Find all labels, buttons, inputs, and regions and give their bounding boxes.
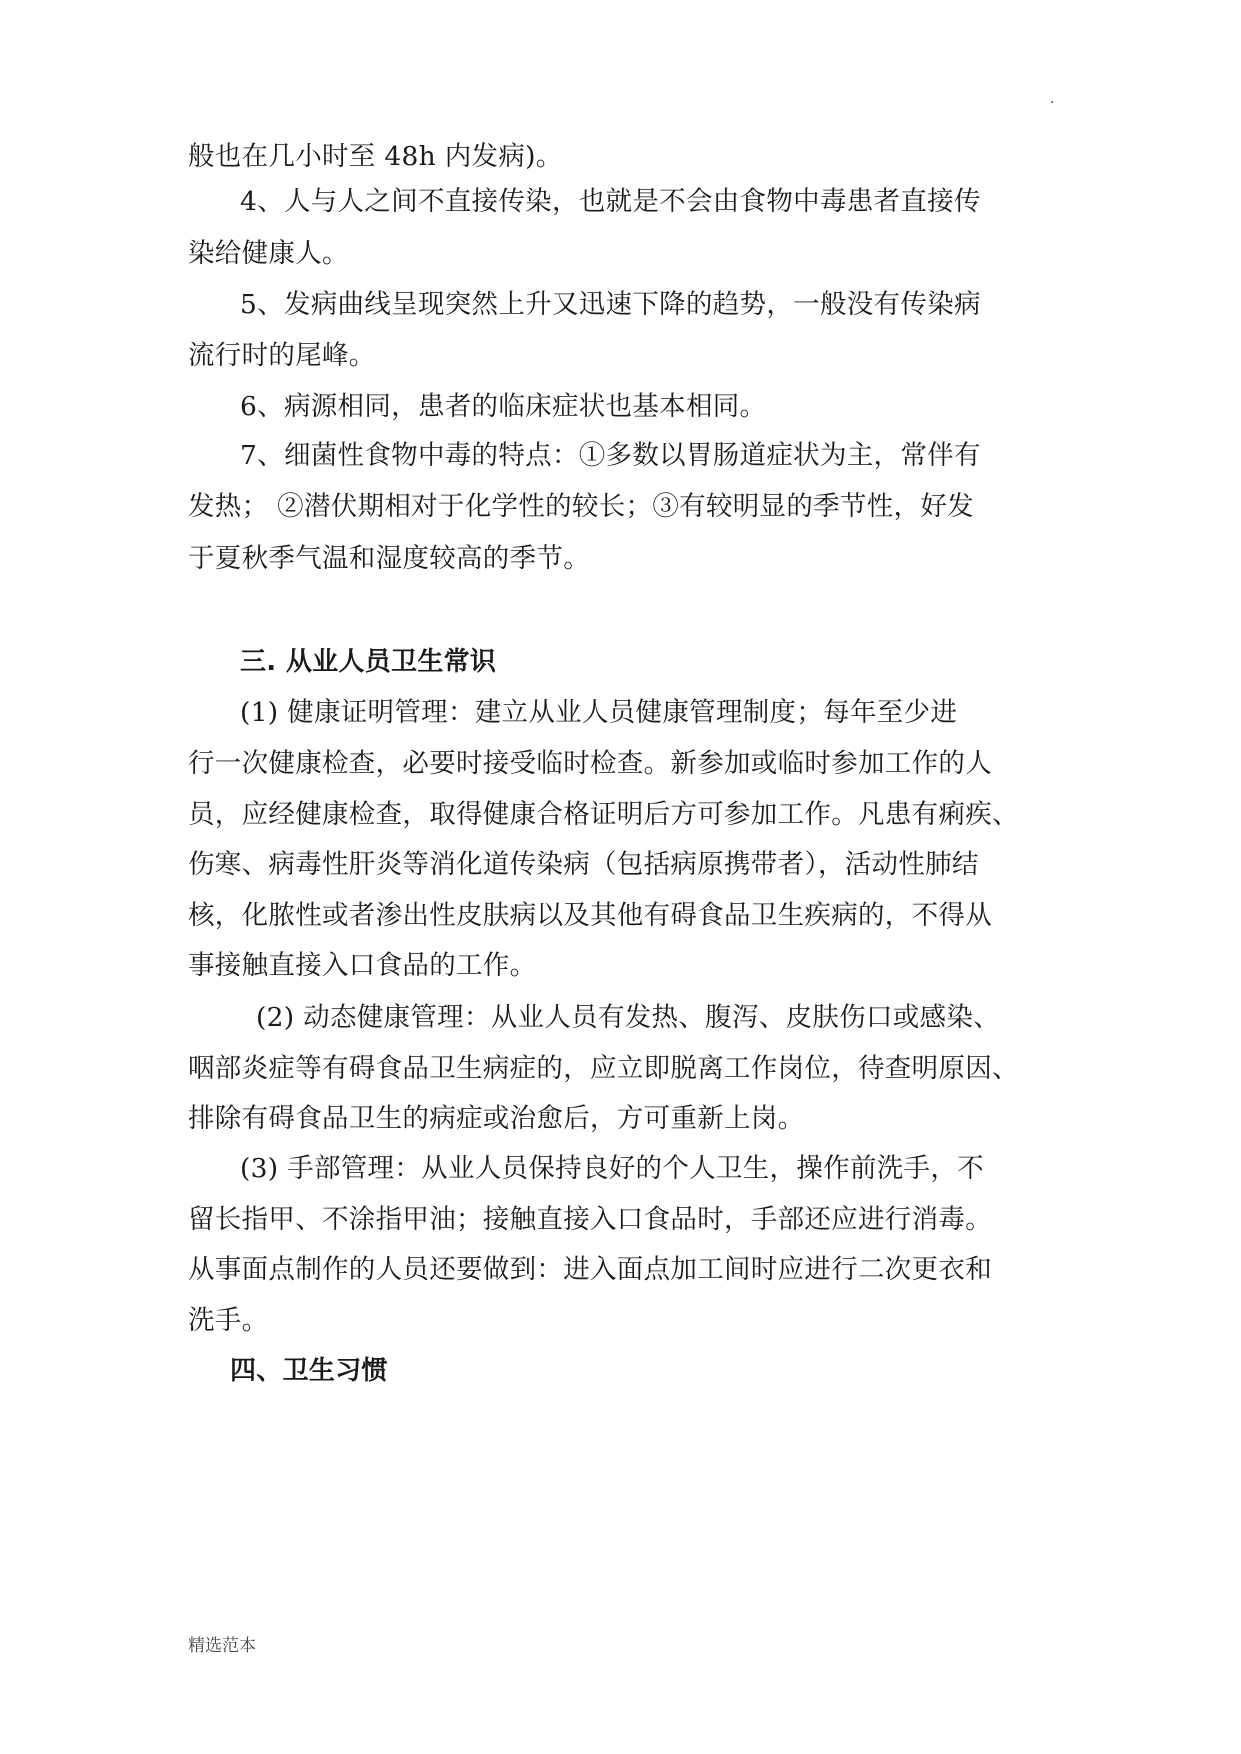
paragraph-line: 5、发病曲线呈现突然上升又迅速下降的趋势，一般没有传染病 bbox=[240, 289, 981, 320]
paragraph-line: 6、病源相同，患者的临床症状也基本相同。 bbox=[240, 391, 767, 422]
paragraph-line: 7、细菌性食物中毒的特点：①多数以胃肠道症状为主，常伴有 bbox=[240, 440, 981, 471]
paragraph-line: 洗手。 bbox=[188, 1305, 269, 1336]
paragraph-line: (3) 手部管理：从业人员保持良好的个人卫生，操作前洗手，不 bbox=[240, 1153, 984, 1184]
page-footer: 精选范本 bbox=[188, 1636, 256, 1656]
section-heading: 四、卫生习惯 bbox=[230, 1356, 388, 1386]
paragraph-line: 于夏秋季气温和湿度较高的季节。 bbox=[188, 543, 590, 574]
paragraph-line: 4、人与人之间不直接传染，也就是不会由食物中毒患者直接传 bbox=[240, 186, 981, 217]
paragraph-line: 核，化脓性或者渗出性皮肤病以及其他有碍食品卫生疾病的，不得从 bbox=[188, 900, 992, 931]
section-heading: 三. 从业人员卫生常识 bbox=[240, 647, 497, 677]
paragraph-line: 般也在几小时至 48h 内发病)。 bbox=[188, 141, 563, 172]
paragraph-line: 员，应经健康检查，取得健康合格证明后方可参加工作。凡患有痢疾、 bbox=[188, 799, 1019, 830]
paragraph-line: 从事面点制作的人员还要做到：进入面点加工间时应进行二次更衣和 bbox=[188, 1254, 992, 1285]
paragraph-line: 排除有碍食品卫生的病症或治愈后，方可重新上岗。 bbox=[188, 1103, 805, 1134]
paragraph-line: 流行时的尾峰。 bbox=[188, 340, 376, 371]
paragraph-line: 咽部炎症等有碍食品卫生病症的，应立即脱离工作岗位，待查明原因、 bbox=[188, 1053, 1019, 1084]
paragraph-line: 发热； ②潜伏期相对于化学性的较长；③有较明显的季节性，好发 bbox=[188, 491, 974, 522]
paragraph-line: 伤寒、病毒性肝炎等消化道传染病（包括病原携带者），活动性肺结 bbox=[188, 849, 979, 880]
paragraph-line: 染给健康人。 bbox=[188, 238, 349, 269]
paragraph-line: (2) 动态健康管理：从业人员有发热、腹泻、皮肤伤口或感染、 bbox=[256, 1002, 1000, 1033]
paragraph-line: 留长指甲、不涂指甲油；接触直接入口食品时，手部还应进行消毒。 bbox=[188, 1204, 992, 1235]
corner-mark: . bbox=[1050, 91, 1055, 107]
paragraph-line: 行一次健康检查，必要时接受临时检查。新参加或临时参加工作的人 bbox=[188, 748, 992, 779]
paragraph-line: 事接触直接入口食品的工作。 bbox=[188, 950, 537, 981]
paragraph-line: (1) 健康证明管理：建立从业人员健康管理制度；每年至少进 bbox=[240, 697, 958, 728]
